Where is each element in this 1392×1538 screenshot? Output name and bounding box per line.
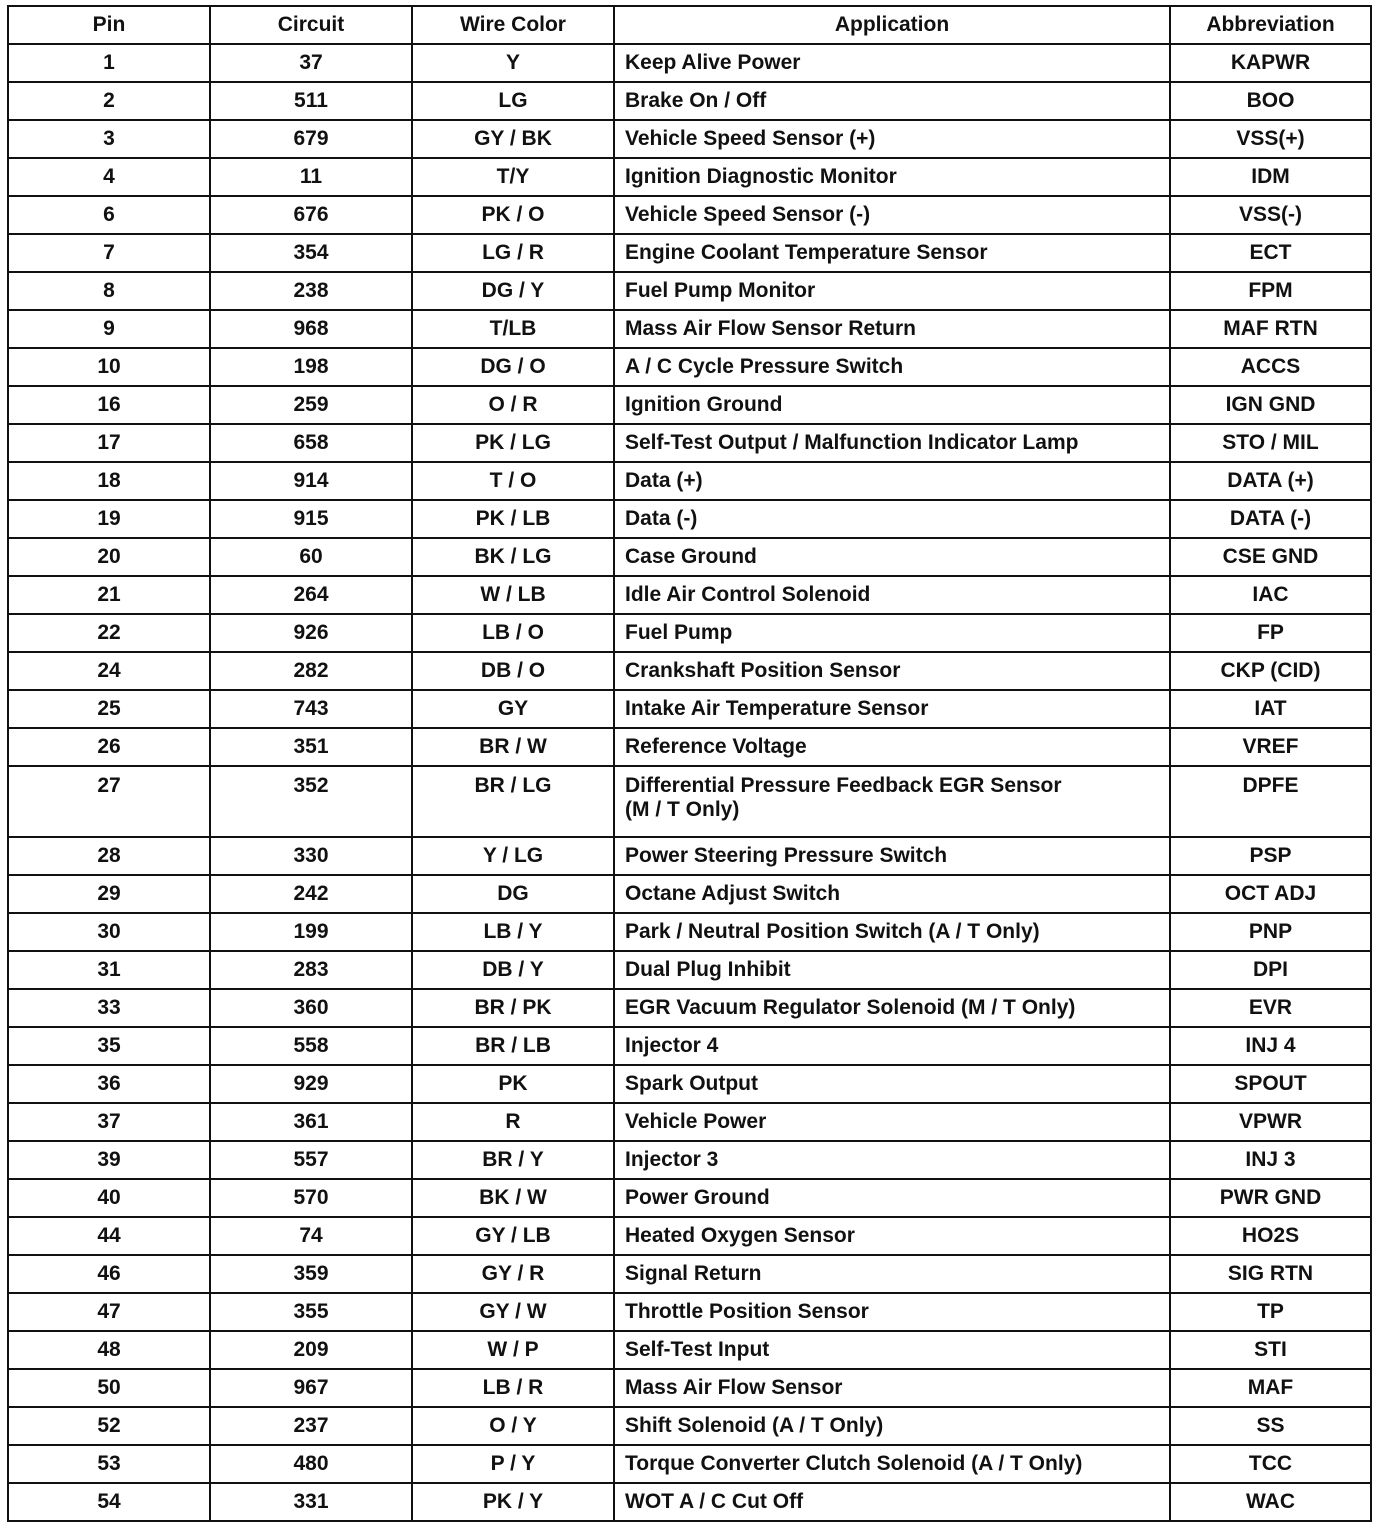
circuit-cell: 259 xyxy=(210,386,412,424)
pin-cell: 40 xyxy=(8,1179,210,1217)
table-row xyxy=(8,1293,1371,1331)
pin-cell: 2 xyxy=(8,82,210,120)
wire-color-cell: Y / LG xyxy=(412,837,614,875)
abbreviation-cell: IDM xyxy=(1170,158,1371,196)
application-cell: Park / Neutral Position Switch (A / T Only) xyxy=(614,913,1170,951)
circuit-cell: 361 xyxy=(210,1103,412,1141)
wire-color-cell: GY xyxy=(412,690,614,728)
wire-color-cell: PK xyxy=(412,1065,614,1103)
abbreviation-cell: IGN GND xyxy=(1170,386,1371,424)
application-cell: Injector 4 xyxy=(614,1027,1170,1065)
table-row xyxy=(8,196,1371,234)
abbreviation-cell: INJ 4 xyxy=(1170,1027,1371,1065)
header-wire-color: Wire Color xyxy=(412,6,614,44)
table-row xyxy=(8,913,1371,951)
wire-color-cell: BK / LG xyxy=(412,538,614,576)
abbreviation-cell: VSS(+) xyxy=(1170,120,1371,158)
application-cell: Data (-) xyxy=(614,500,1170,538)
wire-color-cell: GY / W xyxy=(412,1293,614,1331)
wire-color-cell: PK / Y xyxy=(412,1483,614,1521)
wire-color-cell: GY / LB xyxy=(412,1217,614,1255)
pin-cell: 30 xyxy=(8,913,210,951)
table-row xyxy=(8,82,1371,120)
abbreviation-cell: EVR xyxy=(1170,989,1371,1027)
circuit-cell: 679 xyxy=(210,120,412,158)
application-cell: A / C Cycle Pressure Switch xyxy=(614,348,1170,386)
application-cell: Mass Air Flow Sensor xyxy=(614,1369,1170,1407)
table-row xyxy=(8,424,1371,462)
wire-color-cell: O / R xyxy=(412,386,614,424)
abbreviation-cell: DPFE xyxy=(1170,766,1371,837)
pin-cell: 39 xyxy=(8,1141,210,1179)
application-cell: Vehicle Speed Sensor (+) xyxy=(614,120,1170,158)
abbreviation-cell: CSE GND xyxy=(1170,538,1371,576)
circuit-cell: 237 xyxy=(210,1407,412,1445)
table-row xyxy=(8,386,1371,424)
pin-cell: 19 xyxy=(8,500,210,538)
pin-cell: 18 xyxy=(8,462,210,500)
table-row xyxy=(8,989,1371,1027)
wire-color-cell: DB / Y xyxy=(412,951,614,989)
pin-cell: 29 xyxy=(8,875,210,913)
application-cell: Ignition Diagnostic Monitor xyxy=(614,158,1170,196)
circuit-cell: 74 xyxy=(210,1217,412,1255)
table-row xyxy=(8,310,1371,348)
abbreviation-cell: OCT ADJ xyxy=(1170,875,1371,913)
application-cell: Fuel Pump Monitor xyxy=(614,272,1170,310)
application-cell: Reference Voltage xyxy=(614,728,1170,766)
application-cell xyxy=(614,766,1170,837)
application-cell: Case Ground xyxy=(614,538,1170,576)
circuit-cell: 558 xyxy=(210,1027,412,1065)
circuit-cell: 967 xyxy=(210,1369,412,1407)
wire-color-cell: BR / LG xyxy=(412,766,614,837)
wire-color-cell: T / O xyxy=(412,462,614,500)
wire-color-cell: BR / W xyxy=(412,728,614,766)
pin-cell: 26 xyxy=(8,728,210,766)
table-row xyxy=(8,44,1371,82)
table-row xyxy=(8,158,1371,196)
pin-cell: 48 xyxy=(8,1331,210,1369)
table-row xyxy=(8,1407,1371,1445)
circuit-cell: 360 xyxy=(210,989,412,1027)
abbreviation-cell: SPOUT xyxy=(1170,1065,1371,1103)
pin-cell: 21 xyxy=(8,576,210,614)
table-row xyxy=(8,234,1371,272)
pin-cell: 33 xyxy=(8,989,210,1027)
pin-cell: 3 xyxy=(8,120,210,158)
pin-cell: 44 xyxy=(8,1217,210,1255)
application-cell: Brake On / Off xyxy=(614,82,1170,120)
abbreviation-cell: TCC xyxy=(1170,1445,1371,1483)
circuit-cell: 914 xyxy=(210,462,412,500)
header-row xyxy=(8,6,1371,44)
abbreviation-cell: SIG RTN xyxy=(1170,1255,1371,1293)
abbreviation-cell: FP xyxy=(1170,614,1371,652)
circuit-cell: 480 xyxy=(210,1445,412,1483)
circuit-cell: 743 xyxy=(210,690,412,728)
abbreviation-cell: PNP xyxy=(1170,913,1371,951)
pin-cell: 22 xyxy=(8,614,210,652)
abbreviation-cell: KAPWR xyxy=(1170,44,1371,82)
abbreviation-cell: DATA (+) xyxy=(1170,462,1371,500)
application-cell: Shift Solenoid (A / T Only) xyxy=(614,1407,1170,1445)
application-cell: Octane Adjust Switch xyxy=(614,875,1170,913)
application-cell: Data (+) xyxy=(614,462,1170,500)
application-cell: Ignition Ground xyxy=(614,386,1170,424)
wire-color-cell: DG / Y xyxy=(412,272,614,310)
wire-color-cell: LB / R xyxy=(412,1369,614,1407)
wire-color-cell: PK / O xyxy=(412,196,614,234)
circuit-cell: 264 xyxy=(210,576,412,614)
circuit-cell: 926 xyxy=(210,614,412,652)
application-cell: Torque Converter Clutch Solenoid (A / T Only) xyxy=(614,1445,1170,1483)
pin-cell: 7 xyxy=(8,234,210,272)
table-row xyxy=(8,1027,1371,1065)
circuit-cell: 198 xyxy=(210,348,412,386)
table-row xyxy=(8,766,1371,837)
circuit-cell: 557 xyxy=(210,1141,412,1179)
table-row xyxy=(8,1331,1371,1369)
table-row xyxy=(8,875,1371,913)
abbreviation-cell: INJ 3 xyxy=(1170,1141,1371,1179)
pin-cell: 10 xyxy=(8,348,210,386)
wire-color-cell: PK / LB xyxy=(412,500,614,538)
abbreviation-cell: VREF xyxy=(1170,728,1371,766)
table-row xyxy=(8,951,1371,989)
pin-cell: 28 xyxy=(8,837,210,875)
table-header xyxy=(8,6,1371,44)
circuit-cell: 352 xyxy=(210,766,412,837)
pin-cell: 50 xyxy=(8,1369,210,1407)
abbreviation-cell: IAC xyxy=(1170,576,1371,614)
wire-color-cell: GY / R xyxy=(412,1255,614,1293)
table-row xyxy=(8,1255,1371,1293)
wire-color-cell: W / LB xyxy=(412,576,614,614)
application-cell: Signal Return xyxy=(614,1255,1170,1293)
table-row xyxy=(8,690,1371,728)
application-cell: Spark Output xyxy=(614,1065,1170,1103)
abbreviation-cell: CKP (CID) xyxy=(1170,652,1371,690)
table-row xyxy=(8,1445,1371,1483)
wire-color-cell: O / Y xyxy=(412,1407,614,1445)
circuit-cell: 676 xyxy=(210,196,412,234)
pin-cell: 35 xyxy=(8,1027,210,1065)
circuit-cell: 355 xyxy=(210,1293,412,1331)
table-row xyxy=(8,1065,1371,1103)
application-cell: Intake Air Temperature Sensor xyxy=(614,690,1170,728)
table-row xyxy=(8,1179,1371,1217)
application-cell: Power Ground xyxy=(614,1179,1170,1217)
circuit-cell: 351 xyxy=(210,728,412,766)
circuit-cell: 37 xyxy=(210,44,412,82)
abbreviation-cell: PSP xyxy=(1170,837,1371,875)
pin-cell: 8 xyxy=(8,272,210,310)
header-pin: Pin xyxy=(8,6,210,44)
pin-cell: 9 xyxy=(8,310,210,348)
circuit-cell: 359 xyxy=(210,1255,412,1293)
abbreviation-cell: STO / MIL xyxy=(1170,424,1371,462)
abbreviation-cell: ECT xyxy=(1170,234,1371,272)
pin-cell: 1 xyxy=(8,44,210,82)
abbreviation-cell: HO2S xyxy=(1170,1217,1371,1255)
wire-color-cell: P / Y xyxy=(412,1445,614,1483)
abbreviation-cell: SS xyxy=(1170,1407,1371,1445)
pin-cell: 25 xyxy=(8,690,210,728)
wire-color-cell: BR / LB xyxy=(412,1027,614,1065)
pin-cell: 36 xyxy=(8,1065,210,1103)
application-cell: EGR Vacuum Regulator Solenoid (M / T Only) xyxy=(614,989,1170,1027)
pin-table xyxy=(7,5,1372,1522)
header-application: Application xyxy=(614,6,1170,44)
wire-color-cell: BR / PK xyxy=(412,989,614,1027)
abbreviation-cell: WAC xyxy=(1170,1483,1371,1521)
table-row xyxy=(8,462,1371,500)
application-cell: Heated Oxygen Sensor xyxy=(614,1217,1170,1255)
abbreviation-cell: STI xyxy=(1170,1331,1371,1369)
wire-color-cell: DG / O xyxy=(412,348,614,386)
circuit-cell: 968 xyxy=(210,310,412,348)
pin-cell: 20 xyxy=(8,538,210,576)
table-row xyxy=(8,1483,1371,1521)
application-cell: Idle Air Control Solenoid xyxy=(614,576,1170,614)
wire-color-cell: W / P xyxy=(412,1331,614,1369)
abbreviation-cell: MAF RTN xyxy=(1170,310,1371,348)
pin-cell: 46 xyxy=(8,1255,210,1293)
circuit-cell: 511 xyxy=(210,82,412,120)
pin-cell: 31 xyxy=(8,951,210,989)
circuit-cell: 658 xyxy=(210,424,412,462)
pin-cell: 53 xyxy=(8,1445,210,1483)
abbreviation-cell: TP xyxy=(1170,1293,1371,1331)
table-row xyxy=(8,1141,1371,1179)
wire-color-cell: DB / O xyxy=(412,652,614,690)
circuit-cell: 330 xyxy=(210,837,412,875)
circuit-cell: 282 xyxy=(210,652,412,690)
header-circuit: Circuit xyxy=(210,6,412,44)
circuit-cell: 354 xyxy=(210,234,412,272)
application-cell: WOT A / C Cut Off xyxy=(614,1483,1170,1521)
pin-cell: 6 xyxy=(8,196,210,234)
circuit-cell: 331 xyxy=(210,1483,412,1521)
abbreviation-cell: PWR GND xyxy=(1170,1179,1371,1217)
pin-cell: 27 xyxy=(8,766,210,837)
wire-color-cell: R xyxy=(412,1103,614,1141)
wire-color-cell: BK / W xyxy=(412,1179,614,1217)
wire-color-cell: DG xyxy=(412,875,614,913)
abbreviation-cell: VPWR xyxy=(1170,1103,1371,1141)
table-row xyxy=(8,272,1371,310)
application-cell: Throttle Position Sensor xyxy=(614,1293,1170,1331)
circuit-cell: 238 xyxy=(210,272,412,310)
pin-cell: 17 xyxy=(8,424,210,462)
circuit-cell: 11 xyxy=(210,158,412,196)
circuit-cell: 60 xyxy=(210,538,412,576)
table-row xyxy=(8,120,1371,158)
wire-color-cell: LB / O xyxy=(412,614,614,652)
table-row xyxy=(8,1217,1371,1255)
circuit-cell: 199 xyxy=(210,913,412,951)
application-cell: Keep Alive Power xyxy=(614,44,1170,82)
wire-color-cell: Y xyxy=(412,44,614,82)
table-row xyxy=(8,728,1371,766)
application-cell: Vehicle Power xyxy=(614,1103,1170,1141)
abbreviation-cell: BOO xyxy=(1170,82,1371,120)
circuit-cell: 915 xyxy=(210,500,412,538)
abbreviation-cell: ACCS xyxy=(1170,348,1371,386)
pin-cell: 24 xyxy=(8,652,210,690)
abbreviation-cell: FPM xyxy=(1170,272,1371,310)
table-row xyxy=(8,1103,1371,1141)
table-row xyxy=(8,837,1371,875)
wire-color-cell: LB / Y xyxy=(412,913,614,951)
wire-color-cell: BR / Y xyxy=(412,1141,614,1179)
table-row xyxy=(8,614,1371,652)
wire-color-cell: T/Y xyxy=(412,158,614,196)
table-row xyxy=(8,348,1371,386)
pin-cell: 16 xyxy=(8,386,210,424)
circuit-cell: 209 xyxy=(210,1331,412,1369)
abbreviation-cell: DPI xyxy=(1170,951,1371,989)
pin-cell: 52 xyxy=(8,1407,210,1445)
application-cell: Engine Coolant Temperature Sensor xyxy=(614,234,1170,272)
wire-color-cell: LG xyxy=(412,82,614,120)
abbreviation-cell: DATA (-) xyxy=(1170,500,1371,538)
abbreviation-cell: IAT xyxy=(1170,690,1371,728)
pin-cell: 37 xyxy=(8,1103,210,1141)
circuit-cell: 570 xyxy=(210,1179,412,1217)
abbreviation-cell: VSS(-) xyxy=(1170,196,1371,234)
application-cell: Fuel Pump xyxy=(614,614,1170,652)
circuit-cell: 242 xyxy=(210,875,412,913)
application-line: Differential Pressure Feedback EGR Sensor xyxy=(625,774,1062,797)
table-row xyxy=(8,538,1371,576)
application-cell: Crankshaft Position Sensor xyxy=(614,652,1170,690)
application-cell: Vehicle Speed Sensor (-) xyxy=(614,196,1170,234)
application-cell: Self-Test Input xyxy=(614,1331,1170,1369)
wire-color-cell: T/LB xyxy=(412,310,614,348)
pin-cell: 54 xyxy=(8,1483,210,1521)
application-cell: Dual Plug Inhibit xyxy=(614,951,1170,989)
table-row xyxy=(8,500,1371,538)
wire-color-cell: PK / LG xyxy=(412,424,614,462)
circuit-cell: 929 xyxy=(210,1065,412,1103)
circuit-cell: 283 xyxy=(210,951,412,989)
table-row xyxy=(8,1369,1371,1407)
table-row xyxy=(8,652,1371,690)
application-cell: Mass Air Flow Sensor Return xyxy=(614,310,1170,348)
application-line-2: (M / T Only) xyxy=(625,798,740,821)
abbreviation-cell: MAF xyxy=(1170,1369,1371,1407)
wire-color-cell: GY / BK xyxy=(412,120,614,158)
application-cell: Self-Test Output / Malfunction Indicator Lamp xyxy=(614,424,1170,462)
application-cell: Injector 3 xyxy=(614,1141,1170,1179)
wire-color-cell: LG / R xyxy=(412,234,614,272)
table-row xyxy=(8,576,1371,614)
table-body xyxy=(8,44,1371,1521)
application-cell: Power Steering Pressure Switch xyxy=(614,837,1170,875)
pin-cell: 4 xyxy=(8,158,210,196)
header-abbreviation: Abbreviation xyxy=(1170,6,1371,44)
pin-cell: 47 xyxy=(8,1293,210,1331)
